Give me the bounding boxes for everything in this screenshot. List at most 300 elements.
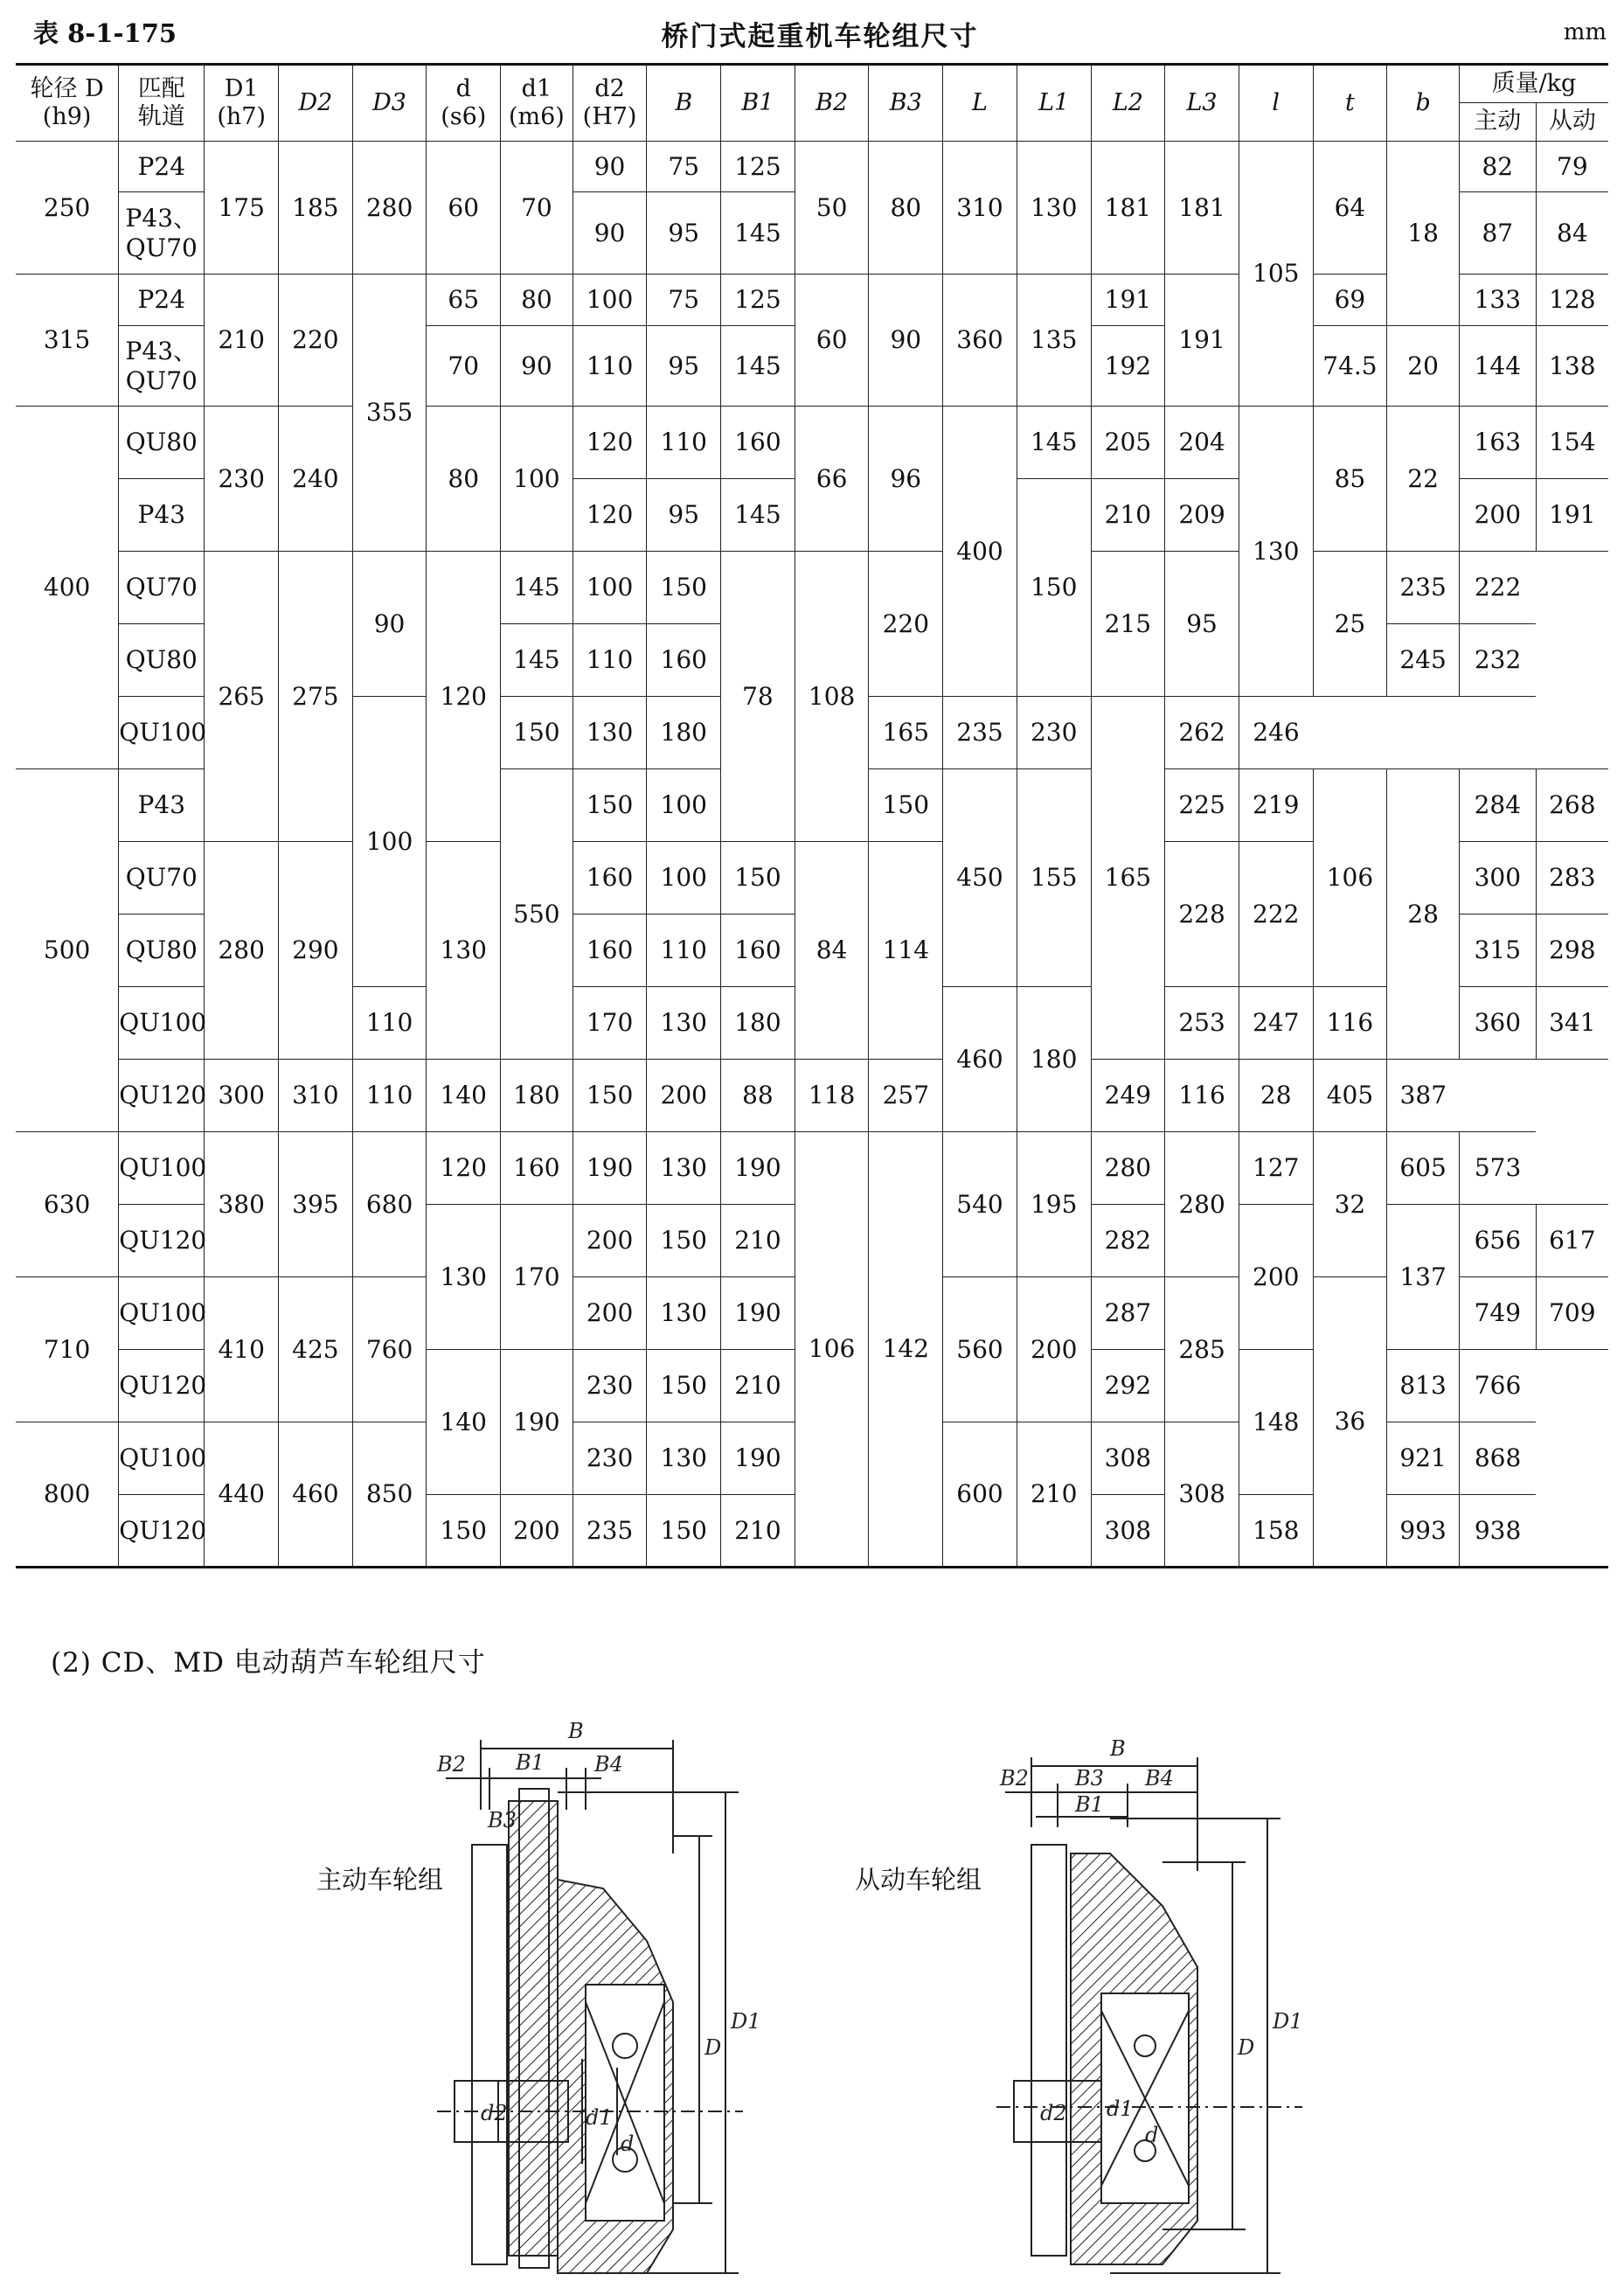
cell-d1: 200 — [501, 1495, 573, 1568]
cell-d1: 120 — [427, 552, 501, 842]
drive-wheel-set-label: 主动车轮组 — [316, 1865, 444, 1895]
cell-B3: 118 — [795, 1060, 869, 1132]
cell-L2: 308 — [1091, 1495, 1165, 1568]
cell-l: 200 — [1239, 1205, 1313, 1350]
cell-mass-driven: 154 — [1536, 407, 1608, 479]
cell-B1: 145 — [721, 479, 795, 552]
cell-L: 460 — [943, 987, 1017, 1132]
dim-label-D: D — [1238, 2035, 1255, 2060]
cell-B1: 200 — [647, 1060, 721, 1132]
cell-d2: 230 — [573, 1350, 647, 1422]
cell-mass-drive: 360 — [1459, 987, 1536, 1060]
dim-label-B3: B3 — [1075, 1766, 1104, 1791]
cell-rail: P24 — [119, 142, 205, 192]
cell-L: 400 — [943, 407, 1017, 697]
cell-L3: 222 — [1239, 842, 1313, 987]
cell-d: 110 — [352, 987, 427, 1060]
cell-D2: 290 — [279, 842, 353, 1060]
cell-t: 69 — [1313, 275, 1387, 326]
table-row — [16, 552, 1608, 624]
cell-b: 32 — [1313, 1132, 1387, 1277]
table-row — [16, 407, 1608, 479]
cell-B1: 150 — [721, 842, 795, 915]
cell-L: 560 — [943, 1277, 1017, 1422]
dim-label-D1: D1 — [731, 2009, 761, 2034]
drive-wheel-set-drawing — [411, 1714, 778, 2282]
cell-D1: 380 — [205, 1132, 279, 1277]
cell-d2: 200 — [573, 1205, 647, 1277]
cell-rail: QU120 — [119, 1495, 205, 1568]
cell-mass-drive: 749 — [1459, 1277, 1536, 1350]
driven-wheel-set-label: 从动车轮组 — [855, 1865, 982, 1895]
table-title-row — [33, 9, 1607, 52]
cell-L3: 209 — [1165, 479, 1239, 552]
dim-label-B3: B3 — [488, 1808, 517, 1832]
cell-D2: 275 — [279, 552, 353, 842]
cell-L3: 181 — [1165, 142, 1239, 275]
cell-D: 400 — [16, 407, 119, 769]
cell-B2: 78 — [721, 552, 795, 842]
cell-L3: 191 — [1165, 275, 1239, 407]
cell-D2: 395 — [279, 1132, 353, 1277]
cell-mass-drive: 921 — [1387, 1422, 1460, 1495]
cell-L2: 181 — [1091, 142, 1165, 275]
cell-L2: 205 — [1091, 407, 1165, 479]
cell-d2: 160 — [573, 915, 647, 987]
cell-D2: 185 — [279, 142, 353, 275]
table-title: 桥门式起重机车轮组尺寸 — [661, 21, 979, 52]
cell-d2: 150 — [573, 769, 647, 842]
cell-B: 100 — [647, 769, 721, 842]
cell-B1: 190 — [721, 1422, 795, 1495]
cell-B: 110 — [647, 407, 721, 479]
cell-B: 75 — [647, 142, 721, 192]
dim-label-d1: d1 — [586, 2105, 613, 2130]
cell-rail: QU100 — [119, 1132, 205, 1205]
dim-label-d1: d1 — [1107, 2097, 1134, 2121]
col-header-rail: 匹配 轨道 — [119, 65, 205, 142]
driven-wheel-set-drawing — [988, 1731, 1320, 2282]
cell-d: 100 — [352, 697, 427, 987]
col-header-wheel-diameter: 轮径 D (h9) — [16, 65, 119, 142]
cell-B: 110 — [573, 624, 647, 697]
cell-B: 130 — [647, 1422, 721, 1495]
cell-mass-driven: 617 — [1536, 1205, 1608, 1277]
cell-B: 95 — [647, 479, 721, 552]
cell-mass-drive: 300 — [1459, 842, 1536, 915]
cell-t: 116 — [1165, 1060, 1239, 1132]
cell-t: 127 — [1239, 1132, 1313, 1205]
cell-L: 450 — [943, 769, 1017, 987]
cell-mass-drive: 315 — [1459, 915, 1536, 987]
cell-mass-drive: 82 — [1459, 142, 1536, 192]
cell-L: 540 — [943, 1132, 1017, 1277]
cell-d2: 145 — [501, 552, 573, 624]
cell-mass-drive: 87 — [1459, 192, 1536, 275]
cell-rail: QU80 — [119, 407, 205, 479]
cell-L2: 287 — [1091, 1277, 1165, 1350]
dim-label-B2: B2 — [437, 1752, 466, 1777]
col-header-d1: d1 (m6) — [501, 65, 573, 142]
cell-B1: 150 — [869, 769, 943, 842]
cell-d: 150 — [427, 1495, 501, 1568]
dim-label-B1: B1 — [1075, 1792, 1104, 1817]
cell-mass-drive: 813 — [1387, 1350, 1460, 1422]
dim-label-d2: d2 — [481, 2101, 508, 2125]
col-header-B2: B2 — [795, 65, 869, 142]
cell-mass-drive: 133 — [1459, 275, 1536, 326]
cell-mass-driven: 138 — [1536, 326, 1608, 407]
dim-label-d2: d2 — [1040, 2101, 1067, 2125]
col-header-L3: L3 — [1165, 65, 1239, 142]
col-header-D3: D3 — [352, 65, 427, 142]
cell-L: 600 — [943, 1422, 1017, 1568]
cell-B: 150 — [647, 1205, 721, 1277]
cell-D2: 460 — [279, 1422, 353, 1568]
cell-L1: 210 — [1017, 1422, 1091, 1568]
cell-d: 120 — [427, 1132, 501, 1205]
dim-label-d: d — [621, 2132, 635, 2156]
cell-D3: 680 — [352, 1132, 427, 1277]
cell-L3: 230 — [1017, 697, 1091, 769]
cell-D1: 280 — [205, 842, 279, 1060]
table-row — [16, 1060, 1608, 1132]
cell-b: 25 — [1313, 552, 1387, 697]
cell-d2: 110 — [573, 326, 647, 407]
cell-L2: 191 — [1091, 275, 1165, 326]
cell-d: 80 — [427, 407, 501, 552]
cell-rail: P43 — [119, 479, 205, 552]
cell-B3: 142 — [869, 1132, 943, 1568]
cell-mass-drive: 235 — [1387, 552, 1460, 624]
col-header-B: B — [647, 65, 721, 142]
cell-B: 75 — [647, 275, 721, 326]
cell-d2: 170 — [573, 987, 647, 1060]
cell-B: 130 — [647, 987, 721, 1060]
cell-L2: 210 — [1091, 479, 1165, 552]
cell-B2: 84 — [795, 842, 869, 1060]
dim-label-D: D — [704, 2035, 722, 2060]
cell-L1: 155 — [1017, 769, 1091, 987]
cell-rail: QU80 — [119, 624, 205, 697]
cell-t: 137 — [1387, 1205, 1460, 1350]
cell-mass-driven: 766 — [1459, 1350, 1536, 1422]
cell-b: 20 — [1387, 326, 1460, 407]
cell-L3: 215 — [1091, 552, 1165, 697]
cell-rail: QU120 — [119, 1205, 205, 1277]
cell-D: 315 — [16, 275, 119, 407]
col-header-L: L — [943, 65, 1017, 142]
cell-B1: 125 — [721, 142, 795, 192]
cell-mass-driven: 341 — [1536, 987, 1608, 1060]
cell-B: 100 — [573, 552, 647, 624]
cell-b: 28 — [1239, 1060, 1313, 1132]
cell-D1: 175 — [205, 142, 279, 275]
cell-B: 150 — [647, 1350, 721, 1422]
cell-B1: 145 — [721, 326, 795, 407]
cell-L3: 285 — [1165, 1277, 1239, 1422]
cell-B3: 96 — [869, 407, 943, 552]
cell-L: 310 — [943, 142, 1017, 275]
cell-mass-drive: 284 — [1459, 769, 1536, 842]
cell-mass-drive: 405 — [1313, 1060, 1387, 1132]
cell-l: 130 — [1239, 407, 1313, 697]
cell-d1: 140 — [427, 1060, 501, 1132]
cell-D: 500 — [16, 769, 119, 1132]
cell-rail: QU120 — [119, 1060, 205, 1132]
cell-B2: 66 — [795, 407, 869, 552]
cell-L2: 225 — [1165, 769, 1239, 842]
dim-label-B4: B4 — [594, 1752, 623, 1777]
col-header-D2: D2 — [279, 65, 353, 142]
cell-B1: 180 — [721, 987, 795, 1060]
cell-d2: 100 — [573, 275, 647, 326]
cell-B: 130 — [647, 1132, 721, 1205]
cell-rail: P24 — [119, 275, 205, 326]
cell-l: 105 — [1239, 142, 1313, 407]
cell-B: 110 — [647, 915, 721, 987]
cell-d: 90 — [352, 552, 427, 697]
cell-D2: 425 — [279, 1277, 353, 1422]
cell-b: 18 — [1387, 142, 1460, 326]
wheel-set-dimension-table — [16, 63, 1608, 1568]
cell-d2: 190 — [573, 1132, 647, 1205]
cell-D3: 550 — [501, 769, 573, 1060]
cell-d1: 160 — [501, 1132, 573, 1205]
cell-L2: 257 — [869, 1060, 943, 1132]
col-header-L1: L1 — [1017, 65, 1091, 142]
cell-B2: 106 — [795, 1132, 869, 1568]
cell-B1: 190 — [721, 1277, 795, 1350]
cell-mass-drive: 245 — [1387, 624, 1460, 697]
cell-L1: 165 — [869, 697, 943, 769]
cell-B1: 210 — [721, 1350, 795, 1422]
cell-L1: 200 — [1017, 1277, 1091, 1422]
cell-B3: 108 — [795, 552, 869, 842]
cell-rail: P43、QU70 — [119, 192, 205, 275]
cell-B1: 160 — [721, 915, 795, 987]
cell-B1: 160 — [721, 407, 795, 479]
col-header-B1: B1 — [721, 65, 795, 142]
cell-rail: QU70 — [119, 842, 205, 915]
cell-d2: 150 — [501, 697, 573, 769]
cell-L2: 292 — [1091, 1350, 1165, 1422]
cell-B2: 60 — [795, 275, 869, 407]
cell-L2: 282 — [1091, 1205, 1165, 1277]
dim-label-B1: B1 — [516, 1750, 545, 1775]
cell-d: 70 — [427, 326, 501, 407]
cell-D1: 265 — [205, 552, 279, 842]
cell-L3: 280 — [1165, 1132, 1239, 1277]
cell-L2: 220 — [869, 552, 943, 697]
cell-B3: 90 — [869, 275, 943, 407]
cell-d2: 230 — [573, 1422, 647, 1495]
cell-d: 110 — [352, 1060, 427, 1132]
cell-L1: 130 — [1017, 142, 1091, 275]
cell-B: 130 — [647, 1277, 721, 1350]
cell-D1: 300 — [205, 1060, 279, 1132]
col-header-B3: B3 — [869, 65, 943, 142]
cell-L1: 145 — [1017, 407, 1091, 479]
col-header-mass-driven: 从动 — [1536, 103, 1608, 142]
cell-d2: 90 — [573, 142, 647, 192]
cell-t: 64 — [1313, 142, 1387, 275]
cell-mass-drive: 200 — [1459, 479, 1536, 552]
cell-rail: QU80 — [119, 915, 205, 987]
cell-mass-driven: 298 — [1536, 915, 1608, 987]
cell-D: 630 — [16, 1132, 119, 1277]
cell-D1: 210 — [205, 275, 279, 407]
col-header-L2: L2 — [1091, 65, 1165, 142]
cell-mass-driven: 232 — [1459, 624, 1536, 697]
cell-d1: 130 — [427, 842, 501, 1060]
cell-mass-driven: 868 — [1459, 1422, 1536, 1495]
cell-t: 158 — [1239, 1495, 1313, 1568]
cell-L: 360 — [943, 275, 1017, 407]
cell-L1: 150 — [1017, 479, 1091, 697]
cell-t: 116 — [1313, 987, 1387, 1060]
cell-d2: 145 — [501, 624, 573, 697]
cell-mass-driven: 283 — [1536, 842, 1608, 915]
cell-L3: 219 — [1239, 769, 1313, 842]
cell-mass-driven: 246 — [1239, 697, 1313, 769]
cell-L2: 235 — [943, 697, 1017, 769]
cell-t: 85 — [1313, 407, 1387, 552]
col-header-D1: D1 (h7) — [205, 65, 279, 142]
cell-mass-driven: 573 — [1459, 1132, 1536, 1205]
cell-D2: 240 — [279, 407, 353, 552]
cell-B: 150 — [647, 1495, 721, 1568]
cell-L1: 180 — [1017, 987, 1091, 1132]
cell-B1: 160 — [647, 624, 721, 697]
cell-d2: 120 — [573, 479, 647, 552]
col-header-t: t — [1313, 65, 1387, 142]
cell-D: 710 — [16, 1277, 119, 1422]
cell-mass-driven: 191 — [1536, 479, 1608, 552]
cell-L2: 280 — [1091, 1132, 1165, 1205]
cell-rail: P43 — [119, 769, 205, 842]
cell-rail: QU100 — [119, 697, 205, 769]
section-subtitle: (2) CD、MD 电动葫芦车轮组尺寸 — [51, 1647, 486, 1679]
cell-B3: 114 — [869, 842, 943, 1060]
cell-d: 130 — [427, 1205, 501, 1350]
cell-D3: 280 — [352, 142, 427, 275]
table-row — [16, 1132, 1608, 1205]
dim-label-D1: D1 — [1273, 2009, 1303, 2034]
col-header-l: l — [1239, 65, 1313, 142]
cell-rail: QU120 — [119, 1350, 205, 1422]
dim-label-B: B — [568, 1719, 584, 1743]
cell-mass-driven: 938 — [1459, 1495, 1536, 1568]
table-unit: mm — [1563, 19, 1607, 45]
cell-d: 140 — [427, 1350, 501, 1495]
cell-mass-driven: 128 — [1536, 275, 1608, 326]
cell-d1: 90 — [501, 326, 573, 407]
cell-mass-drive: 144 — [1459, 326, 1536, 407]
cell-D: 250 — [16, 142, 119, 275]
cell-D1: 440 — [205, 1422, 279, 1568]
cell-d2: 200 — [573, 1277, 647, 1350]
col-header-mass: 质量/kg — [1459, 65, 1608, 103]
table-number: 表 8-1-175 — [33, 18, 177, 48]
cell-d2: 90 — [573, 192, 647, 275]
cell-B3: 80 — [869, 142, 943, 275]
cell-L1: 195 — [1017, 1132, 1091, 1277]
cell-D2: 220 — [279, 275, 353, 407]
cell-L1: 135 — [1017, 275, 1091, 407]
cell-mass-drive: 656 — [1459, 1205, 1536, 1277]
dim-label-B: B — [1110, 1736, 1126, 1761]
cell-t: 74.5 — [1313, 326, 1387, 407]
cell-L3: 249 — [1091, 1060, 1165, 1132]
cell-B1: 180 — [647, 697, 721, 769]
cell-mass-drive: 993 — [1387, 1495, 1460, 1568]
cell-mass-driven: 222 — [1459, 552, 1536, 624]
cell-t: 106 — [1313, 769, 1387, 987]
cell-L3: 247 — [1239, 987, 1313, 1060]
cell-d2: 180 — [501, 1060, 573, 1132]
cell-t: 95 — [1165, 552, 1239, 697]
cell-D3: 850 — [352, 1422, 427, 1568]
cell-B1: 210 — [721, 1205, 795, 1277]
cell-d2: 120 — [573, 407, 647, 479]
cell-B: 150 — [573, 1060, 647, 1132]
dim-label-d: d — [1145, 2123, 1159, 2147]
col-header-b: b — [1387, 65, 1460, 142]
dim-label-B4: B4 — [1145, 1766, 1174, 1791]
cell-B1: 145 — [721, 192, 795, 275]
cell-L2: 308 — [1091, 1422, 1165, 1495]
cell-D1: 410 — [205, 1277, 279, 1422]
cell-D3: 355 — [352, 275, 427, 552]
cell-mass-drive: 262 — [1165, 697, 1239, 769]
cell-D2: 310 — [279, 1060, 353, 1132]
cell-L3: 204 — [1165, 407, 1239, 479]
cell-d1: 190 — [501, 1350, 573, 1495]
cell-D1: 230 — [205, 407, 279, 552]
cell-D: 800 — [16, 1422, 119, 1568]
table-row — [16, 275, 1608, 326]
cell-d1: 80 — [501, 275, 573, 326]
cell-B: 95 — [647, 326, 721, 407]
cell-B1: 125 — [721, 275, 795, 326]
cell-B: 100 — [647, 842, 721, 915]
cell-mass-drive: 163 — [1459, 407, 1536, 479]
cell-D3: 760 — [352, 1277, 427, 1422]
cell-L2: 228 — [1165, 842, 1239, 987]
cell-B: 95 — [647, 192, 721, 275]
cell-d1: 70 — [501, 142, 573, 275]
cell-t: 148 — [1239, 1350, 1313, 1495]
cell-B2: 88 — [721, 1060, 795, 1132]
table-row — [16, 142, 1608, 192]
cell-L2: 253 — [1165, 987, 1239, 1060]
cell-rail: QU100 — [119, 987, 205, 1060]
cell-b: 28 — [1387, 769, 1460, 1060]
cell-mass-driven: 709 — [1536, 1277, 1608, 1350]
cell-rail: QU70 — [119, 552, 205, 624]
cell-d2: 160 — [573, 842, 647, 915]
cell-d1: 170 — [501, 1205, 573, 1350]
dim-label-B2: B2 — [1000, 1766, 1029, 1791]
col-header-d: d (s6) — [427, 65, 501, 142]
cell-rail: P43、QU70 — [119, 326, 205, 407]
cell-l: 165 — [1091, 697, 1165, 1060]
cell-B1: 150 — [647, 552, 721, 624]
cell-d: 65 — [427, 275, 501, 326]
cell-d2: 235 — [573, 1495, 647, 1568]
cell-mass-driven: 84 — [1536, 192, 1608, 275]
